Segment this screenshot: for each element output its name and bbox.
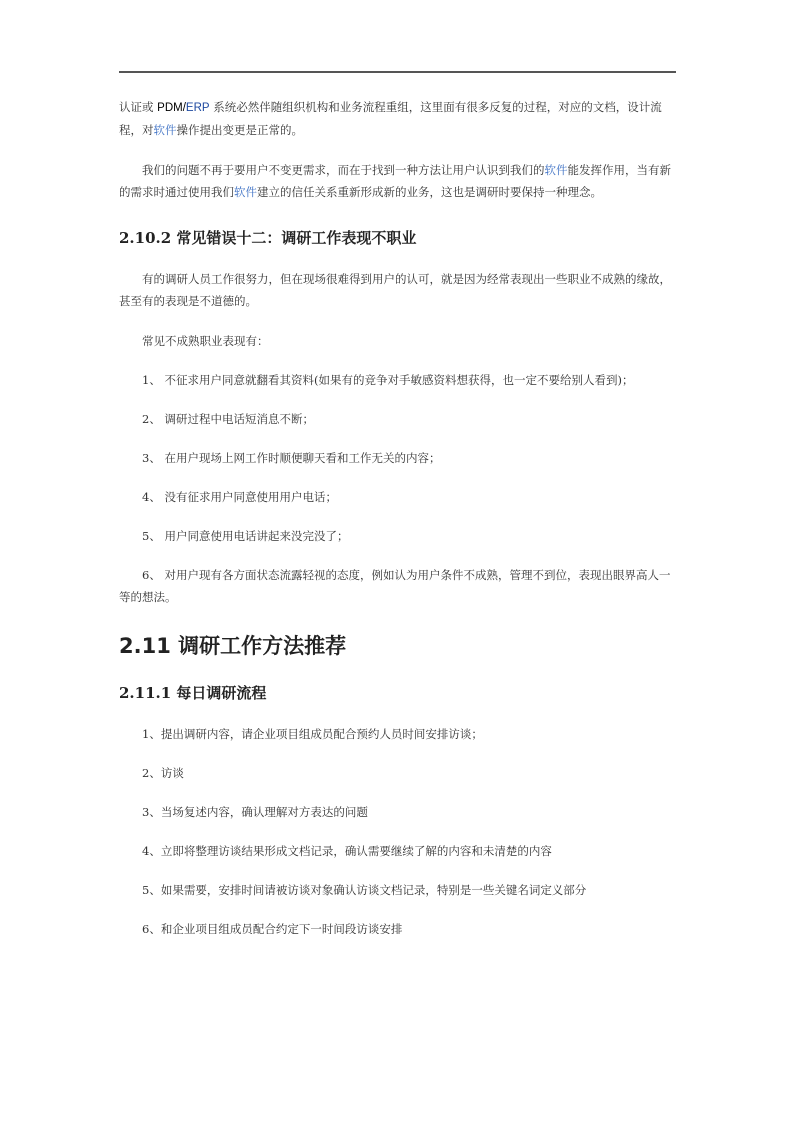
software-link[interactable]: 软件 bbox=[234, 185, 257, 199]
document-body bbox=[119, 96, 676, 934]
list-item: 4、立即将整理访谈结果形成文档记录，确认需要继续了解的内容和未清楚的内容 bbox=[142, 844, 552, 858]
erp-link[interactable]: ERP bbox=[185, 102, 210, 114]
paragraph-1: 认证或 PDM/ERP 系统必然伴随组织机构和业务流程重组，这里面有很多反复的过程，对应的文档，设计流程，对软件操作提出变更是正常的。 bbox=[119, 100, 662, 137]
pdm-text: PDM/ bbox=[157, 102, 186, 114]
section-heading-2-11-1: 2.11.1 每日调研流程 bbox=[119, 684, 267, 702]
list-lead: 常见不成熟职业表现有： bbox=[142, 334, 269, 348]
immature-behaviour-list bbox=[119, 330, 676, 608]
list-item: 5、如果需要，安排时间请被访谈对象确认访谈文档记录，特别是一些关键名词定义部分 bbox=[142, 883, 587, 897]
section-heading-2-10-2: 2.10.2 常见错误十二：调研工作表现不职业 bbox=[119, 229, 417, 247]
list-item: 3、当场复述内容，确认理解对方表达的问题 bbox=[142, 805, 368, 819]
daily-process-list bbox=[119, 723, 676, 934]
section-heading-2-11: 2.11 调研工作方法推荐 bbox=[119, 634, 347, 658]
list-item: 3、 在用户现场上网工作时顺便聊天看和工作无关的内容； bbox=[142, 451, 441, 465]
list-item: 2、 调研过程中电话短消息不断； bbox=[142, 412, 314, 426]
page-cutoff bbox=[0, 958, 795, 976]
software-link[interactable]: 软件 bbox=[153, 123, 177, 137]
list-item: 1、 不征求用户同意就翻看其资料(如果有的竞争对手敏感资料想获得，也一定不要给别人看到)； bbox=[142, 373, 634, 387]
list-item: 4、 没有征求用户同意使用用户电话； bbox=[142, 490, 337, 504]
list-item: 6、 对用户现有各方面状态流露轻视的态度，例如认为用户条件不成熟，管理不到位，表现出眼界高人一等的想法。 bbox=[119, 568, 671, 604]
list-item: 2、访谈 bbox=[142, 766, 184, 780]
paragraph-2: 我们的问题不再于要用户不变更需求，而在于找到一种方法让用户认识到我们的软件能发挥作用，当有新的需求时通过使用我们软件建立的信任关系重新形成新的业务，这也是调研时要保持一种理念。 bbox=[119, 163, 671, 199]
list-item: 5、 用户同意使用电话讲起来没完没了； bbox=[142, 529, 349, 543]
header-rule bbox=[119, 71, 676, 73]
list-item: 6、和企业项目组成员配合约定下一时间段访谈安排 bbox=[142, 922, 403, 934]
list-item: 1、提出调研内容，请企业项目组成员配合预约人员时间安排访谈； bbox=[142, 727, 483, 741]
section-intro: 有的调研人员工作很努力，但在现场很难得到用户的认可，就是因为经常表现出一些职业不成熟的缘故，甚至有的表现是不道德的。 bbox=[119, 272, 671, 308]
software-link[interactable]: 软件 bbox=[544, 163, 568, 177]
